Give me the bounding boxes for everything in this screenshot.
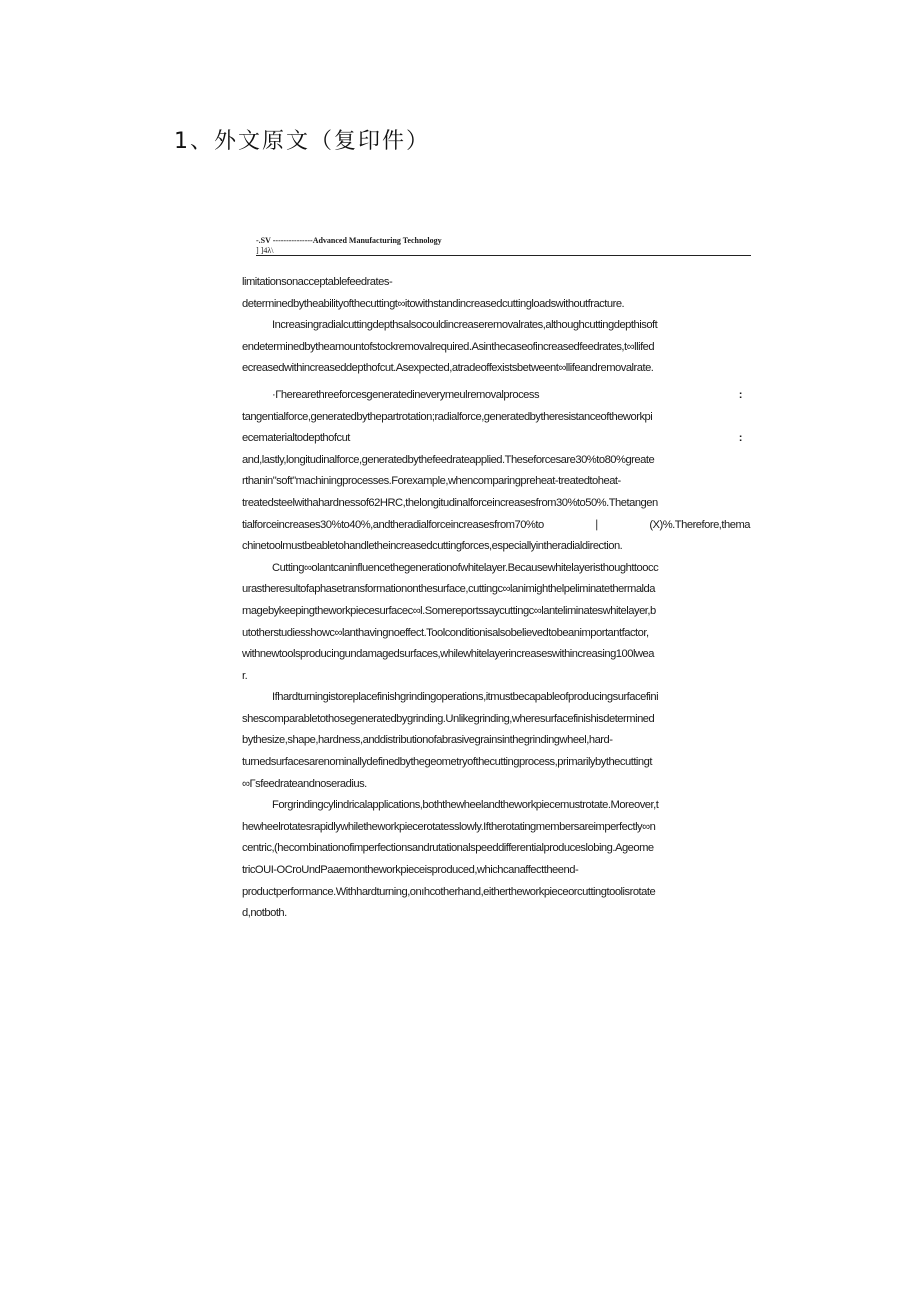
text-line: urastheresultofaphasetransformationonthesurface,cuttingc∞lanimighthelpeliminatethermalda: [242, 583, 655, 596]
running-head: [256, 236, 751, 256]
text-line: limitationsonacceptablefeedrates-: [242, 276, 393, 288]
text-line: [242, 428, 750, 450]
text-line: Ifhardturningistoreplacefinishgrindingoperations,itmustbecapableofproducingsurfacefini: [272, 691, 659, 704]
text-line: endeterminedbytheamountofstockremovalrequired.Asinthecaseofincreasedfeedrates,t∞llifed: [242, 340, 655, 353]
text-line: Increasingradialcuttingdepthsalsocouldincreaseremovalrates,althoughcuttingdepthisoft: [272, 319, 658, 332]
text-line: chinetoolmustbeabletohandletheincreasedcuttingforces,especiallyintheradialdirection.: [242, 540, 623, 553]
text-line: tialforceincreases30%to40%,andtheradialforceincreasesfrom70%to ∣ (X)%.Therefore,thema: [242, 518, 750, 531]
text-line: withnewtoolsproducingundamagedsurfaces,whilewhitelayerincreaseswithincreasing100lwea: [242, 648, 654, 661]
text-line: shescomparabletothosegeneratedbygrinding.Unlikegrinding,wheresurfacefinishisdetermined: [242, 712, 655, 725]
text-line: Cutting∞olantcaninfluencethegenerationofwhitelayer.Becausewhitelayeristhoughttoocc: [272, 561, 659, 574]
text-line: treatedsteelwithahardnessof62HRC,thelongitudinalforceincreasesfrom30%to50%.Thetangen: [242, 496, 658, 509]
text-line-content: ecematerialtodepthofcut: [242, 432, 350, 445]
header-rule: [256, 255, 751, 256]
text-line: Forgrindingcylindricalapplications,boththewheelandtheworkpiecemustrotate.Moreover,t: [272, 799, 659, 812]
text-line: turnedsurfacesarenominallydefinedbythegeometryofthecuttingprocess,primarilybythecuttingt: [242, 756, 652, 769]
article-body: [242, 272, 750, 925]
running-head-page: ] ]4λ\: [256, 246, 274, 255]
margin-mark: :: [738, 388, 742, 401]
text-line: determinedbytheabilityofthecuttingt∞itowithstandincreasedcuttingloadswithoutfracture.: [242, 297, 625, 310]
running-head-title: -.SV ---------------Advanced Manufacturing Technology: [256, 236, 442, 245]
text-line: d,notboth.: [242, 907, 287, 920]
text-line: [242, 385, 750, 407]
text-line: r.: [242, 669, 248, 682]
text-line: utotherstudiesshowc∞lanthavingnoeffect.Toolconditionisalsobelievedtobeanimportantfactor,: [242, 626, 649, 639]
text-line: productperformance.Withhardturning,onıhcotherhand,eithertheworkpieceorcuttingtoolisrotate: [242, 885, 656, 898]
page-heading: 1、外文原文（复印件）: [174, 129, 430, 154]
text-line: and,lastly,longitudinalforce,generatedbythefeedrateapplied.Theseforcesare30%to80%greate: [242, 453, 655, 466]
text-line: ecreasedwithincreaseddepthofcut.Asexpected,atradeoffexistsbetweent∞llifeandremovalrate.: [242, 362, 654, 375]
text-line: magebykeepingtheworkpiecesurfacec∞l.Somereportssaycuttingc∞lanteliminateswhitelayer,b: [242, 604, 656, 617]
text-line-content: ·Γherearethreeforcesgeneratedineverymeulremovalprocess: [272, 388, 540, 401]
text-line: bythesize,shape,hardness,anddistributionofabrasivegrainsinthegrindingwheel,hard-: [242, 734, 613, 747]
text-line: tricOUI-OCroUndPaaemontheworkpieceisproduced,whichcanaffecttheend-: [242, 864, 579, 877]
margin-mark: :: [738, 432, 742, 445]
text-line: rthanin"soft"machiningprocesses.Forexample,whencomparingpreheat-treatedtoheat-: [242, 475, 621, 488]
text-line: centric,(hecombinationofimperfectionsandrutationalspeeddifferentialproduceslobing.Ageome: [242, 842, 654, 855]
text-line: tangentialforce,generatedbythepartrotation;radialforce,generatedbytheresistanceoftheworkpi: [242, 410, 653, 423]
text-line: hewheelrotatesrapidlywhiletheworkpiecerotatesslowly.Iftherotatingmembersareimperfectly∞n: [242, 820, 656, 833]
text-line: ∞Γsfeedrateandnoseradius.: [242, 777, 367, 790]
